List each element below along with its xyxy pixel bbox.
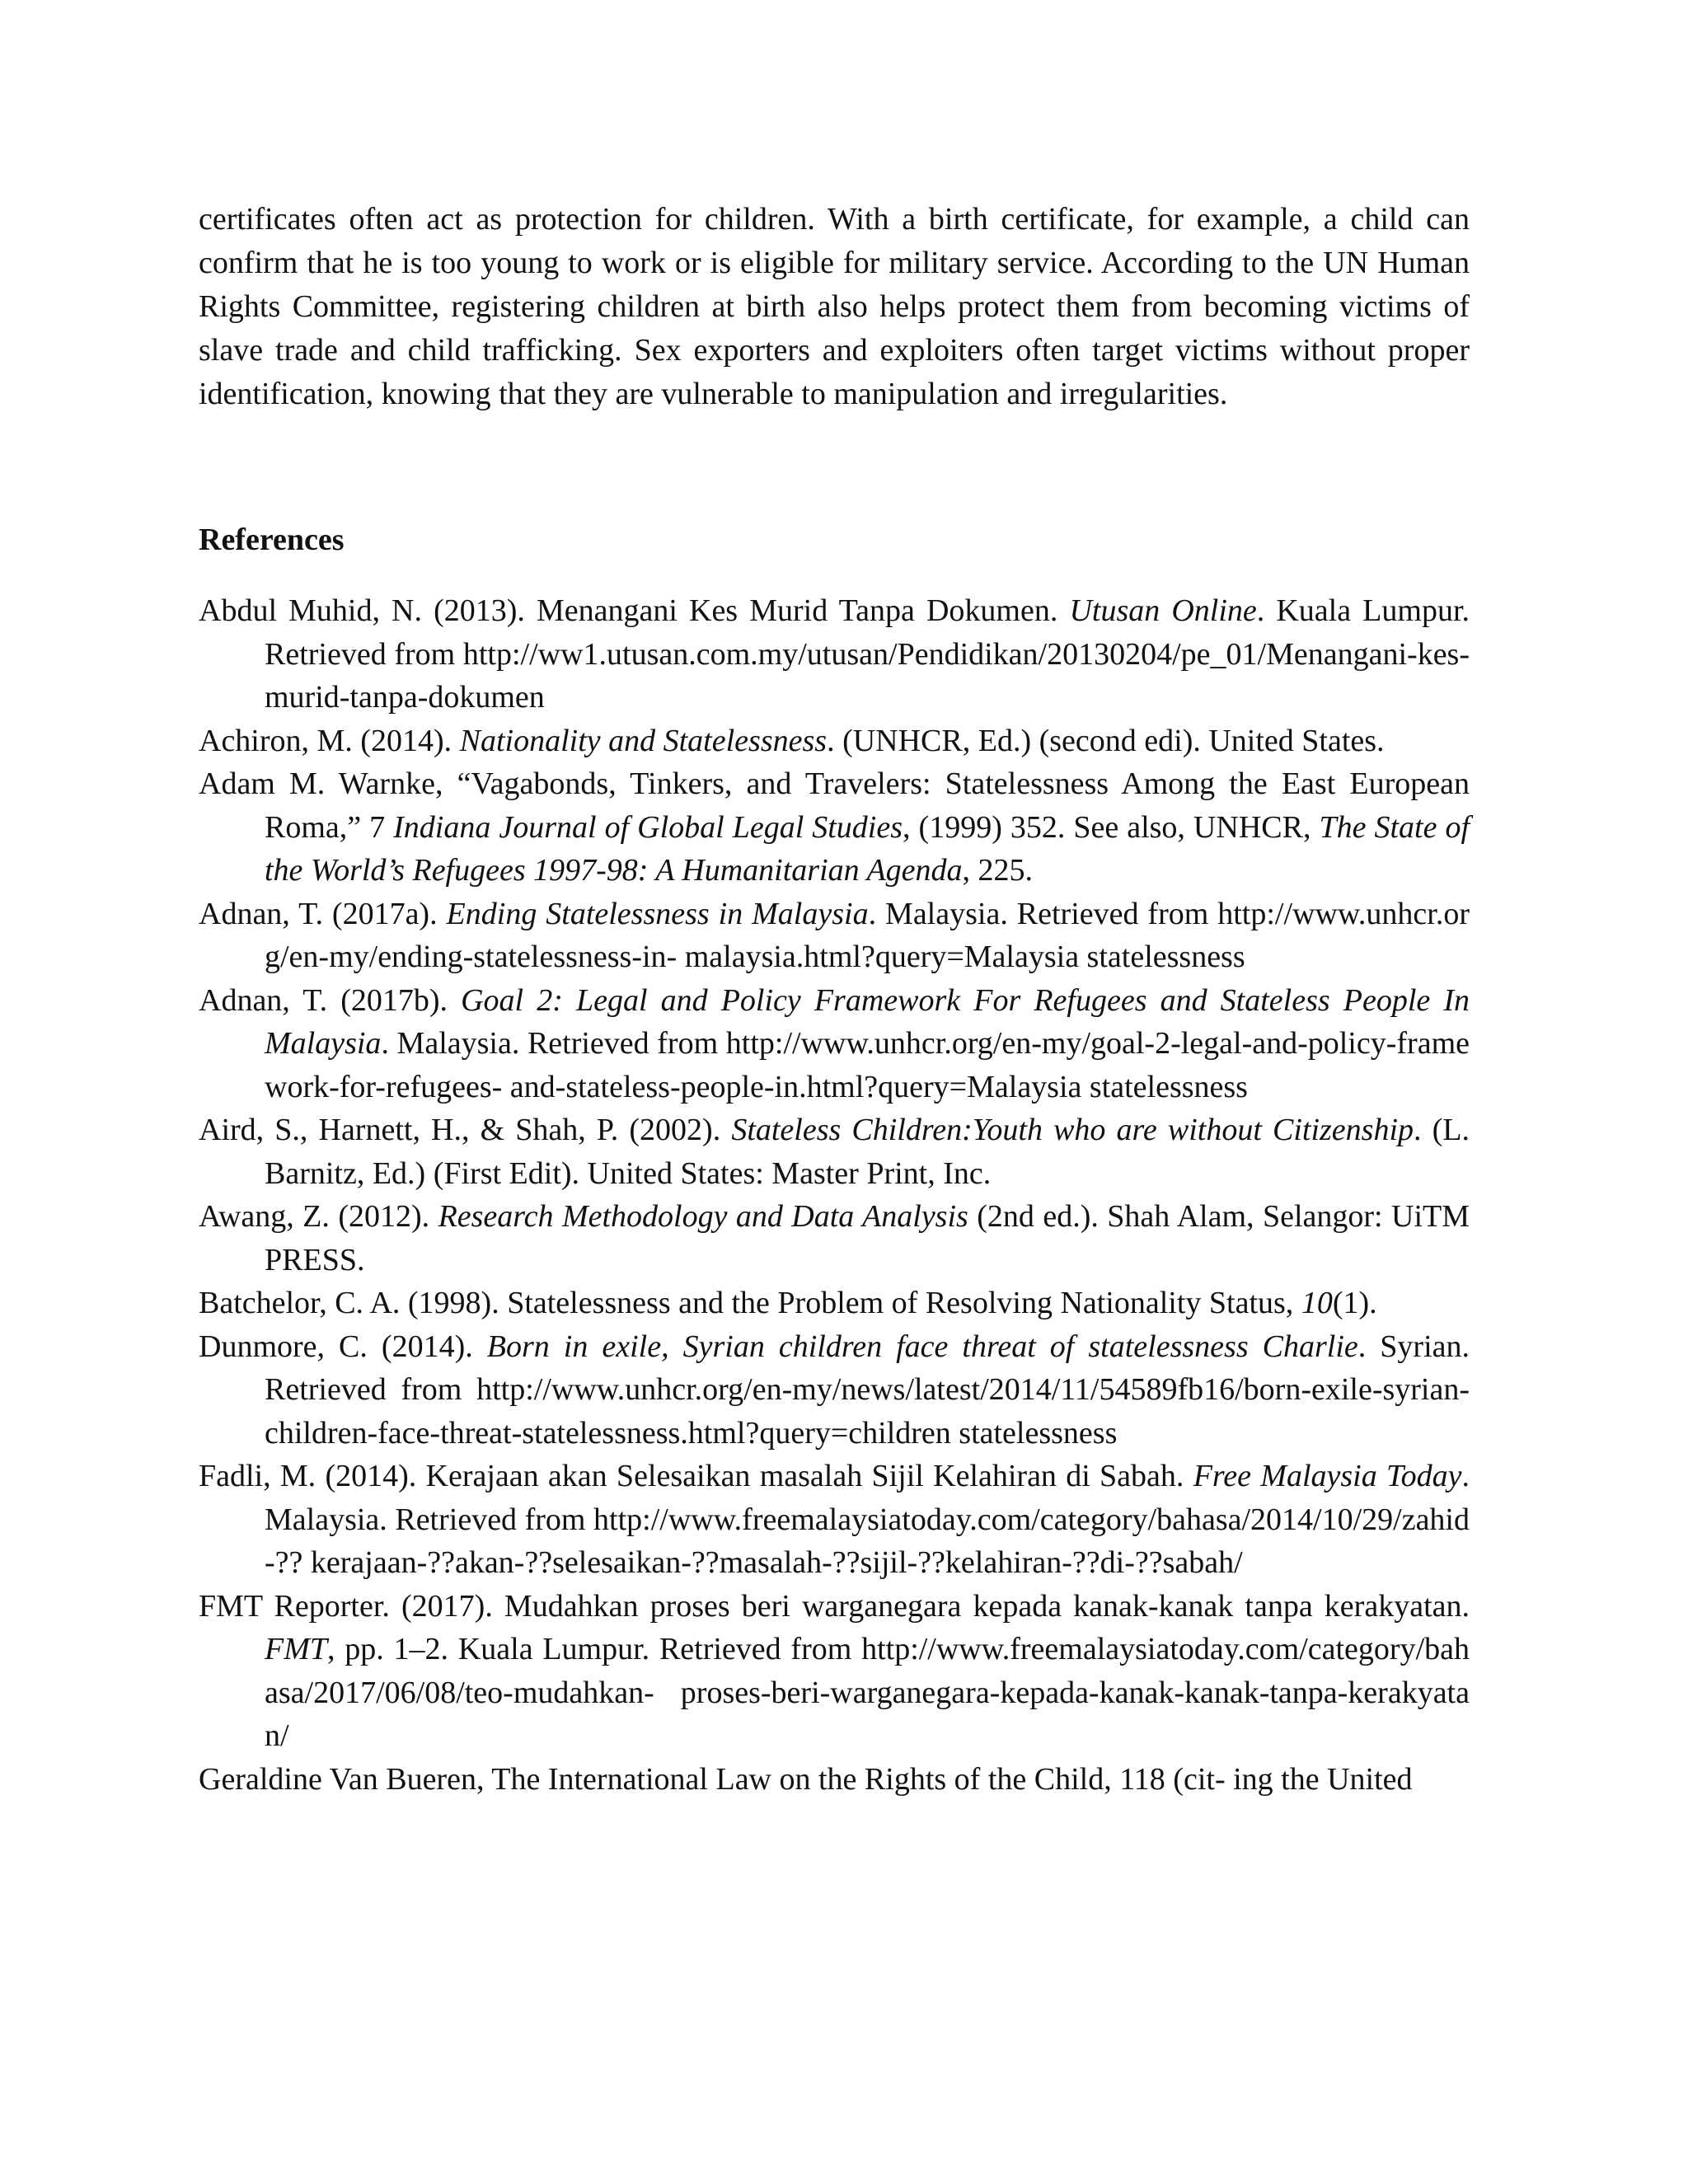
reference-text: . Malaysia. Retrieved from bbox=[265, 1459, 1470, 1537]
reference-title: Born in exile, Syrian children face threat of statelessness Charlie bbox=[486, 1329, 1358, 1364]
reference-text: . (L. Barnitz, Ed.) (First Edit). United States: Master Print, Inc. bbox=[265, 1113, 1470, 1191]
reference-dunmore-2014 bbox=[199, 1325, 1470, 1455]
reference-text: Abdul Muhid, N. (2013). Menangani Kes Murid Tanpa Dokumen. bbox=[199, 593, 1070, 628]
reference-abdul-muhid-2013 bbox=[199, 589, 1470, 719]
reference-van-bueren bbox=[199, 1758, 1470, 1802]
intro-paragraph: certificates often act as protection for children. With a birth certificate, for example, a child can confirm that he is too young to work or is eligible for military service. According to the UN Human Rights Committee, registering children at birth also helps protect them from becoming victims of slave trade and child trafficking. Sex exporters and exploiters often target victims without proper identification, knowing that they are vulnerable to manipulation and irregularities. bbox=[199, 202, 1470, 411]
reference-adnan-2017a bbox=[199, 893, 1470, 979]
reference-title: 10 bbox=[1301, 1286, 1333, 1320]
reference-fmt-reporter-2017 bbox=[199, 1585, 1470, 1758]
reference-title: The State of the World’s Refugees 1997-98: A Humanitarian Agenda bbox=[265, 809, 1470, 888]
reference-text: , pp. 1–2. Kuala Lumpur. Retrieved from bbox=[327, 1632, 862, 1666]
reference-text: . Syrian. Retrieved from bbox=[265, 1329, 1470, 1407]
reference-batchelor-1998 bbox=[199, 1282, 1470, 1325]
references-heading: References bbox=[199, 523, 345, 557]
reference-text: , (1999) 352. See also, UNHCR, bbox=[903, 809, 1320, 845]
reference-fadli-2014 bbox=[199, 1455, 1470, 1585]
reference-text: . Malaysia. Retrieved from bbox=[381, 1026, 726, 1061]
reference-title: Goal 2: Legal and Policy Framework For Refugees and Stateless People In Malaysia bbox=[265, 982, 1470, 1061]
reference-text: Adnan, T. (2017b). bbox=[199, 982, 462, 1018]
reference-text: (1). bbox=[1332, 1286, 1377, 1320]
reference-title: Free Malaysia Today bbox=[1193, 1459, 1462, 1493]
reference-title: Research Methodology and Data Analysis bbox=[438, 1199, 968, 1234]
reference-aird-2002 bbox=[199, 1108, 1470, 1195]
document-page bbox=[199, 198, 1470, 1801]
reference-text: . Kuala Lumpur. Retrieved from bbox=[265, 593, 1470, 672]
reference-text: Fadli, M. (2014). Kerajaan akan Selesaikan masalah Sijil Kelahiran di Sabah. bbox=[199, 1459, 1193, 1493]
reference-text: Batchelor, C. A. (1998). Statelessness and the Problem of Resolving Nationality Status, bbox=[199, 1286, 1301, 1320]
reference-url: http://www.unhcr.org/en-my/ending-statelessness-in- malaysia.html?query=Malaysia statelessness bbox=[265, 896, 1470, 974]
reference-title: FMT bbox=[265, 1632, 327, 1666]
reference-url: http://ww1.utusan.com.my/utusan/Pendidikan/20130204/pe_01/Menangani-kes-murid-tanpa-dokumen bbox=[265, 636, 1470, 715]
reference-awang-2012 bbox=[199, 1195, 1470, 1282]
reference-text: Achiron, M. (2014). bbox=[199, 723, 460, 758]
reference-text: . Malaysia. Retrieved from bbox=[868, 896, 1218, 931]
reference-title: Indiana Journal of Global Legal Studies bbox=[393, 809, 903, 845]
reference-url: http://www.unhcr.org/en-my/news/latest/2014/11/54589fb16/born-exile-syrian- children-face-threat-statelessness.html?query=children statelessness bbox=[265, 1372, 1470, 1451]
reference-text: Awang, Z. (2012). bbox=[199, 1199, 438, 1234]
reference-url: http://www.unhcr.org/en-my/goal-2-legal-and-policy-framework-for-refugees- and-stateless-people-in.html?query=Malaysia statelessness bbox=[265, 1026, 1470, 1104]
reference-title: Utusan Online bbox=[1069, 593, 1257, 628]
reference-url: http://www.freemalaysiatoday.com/category/bahasa/2014/10/29/zahid-?? kerajaan-??akan-??selesaikan-??masalah-??sijil-??kelahiran-??di-??sabah/ bbox=[265, 1502, 1470, 1580]
reference-text: Aird, S., Harnett, H., & Shah, P. (2002). bbox=[199, 1113, 732, 1147]
reference-warnke-1999 bbox=[199, 762, 1470, 893]
reference-text: . (UNHCR, Ed.) (second edi). United States. bbox=[827, 723, 1385, 758]
reference-text: Dunmore, C. (2014). bbox=[199, 1329, 487, 1364]
reference-text: Geraldine Van Bueren, The International Law on the Rights of the Child, 118 (cit- ing the United bbox=[199, 1761, 1413, 1797]
reference-text: Adam M. Warnke, “Vagabonds, Tinkers, and Travelers: Statelessness Among the East European Roma,” 7 bbox=[199, 766, 1470, 845]
reference-text: Adnan, T. (2017a). bbox=[199, 896, 447, 931]
reference-adnan-2017b bbox=[199, 979, 1470, 1109]
reference-text: FMT Reporter. (2017). Mudahkan proses beri warganegara kepada kanak-kanak tanpa kerakyatan. bbox=[199, 1588, 1470, 1624]
reference-achiron-2014 bbox=[199, 719, 1470, 763]
reference-title: Stateless Children:Youth who are without Citizenship bbox=[731, 1113, 1414, 1147]
reference-text: , 225. bbox=[962, 853, 1034, 888]
reference-text: (2nd ed.). Shah Alam, Selangor: UiTM PRESS. bbox=[265, 1199, 1470, 1277]
reference-title: Ending Statelessness in Malaysia bbox=[446, 896, 869, 931]
reference-list bbox=[199, 589, 1470, 1801]
reference-title: Nationality and Statelessness bbox=[459, 723, 828, 758]
reference-url: http://www.freemalaysiatoday.com/category/bahasa/2017/06/08/teo-mudahkan- proses-beri-warganegara-kepada-kanak-kanak-tanpa-kerakyatan/ bbox=[265, 1632, 1470, 1753]
